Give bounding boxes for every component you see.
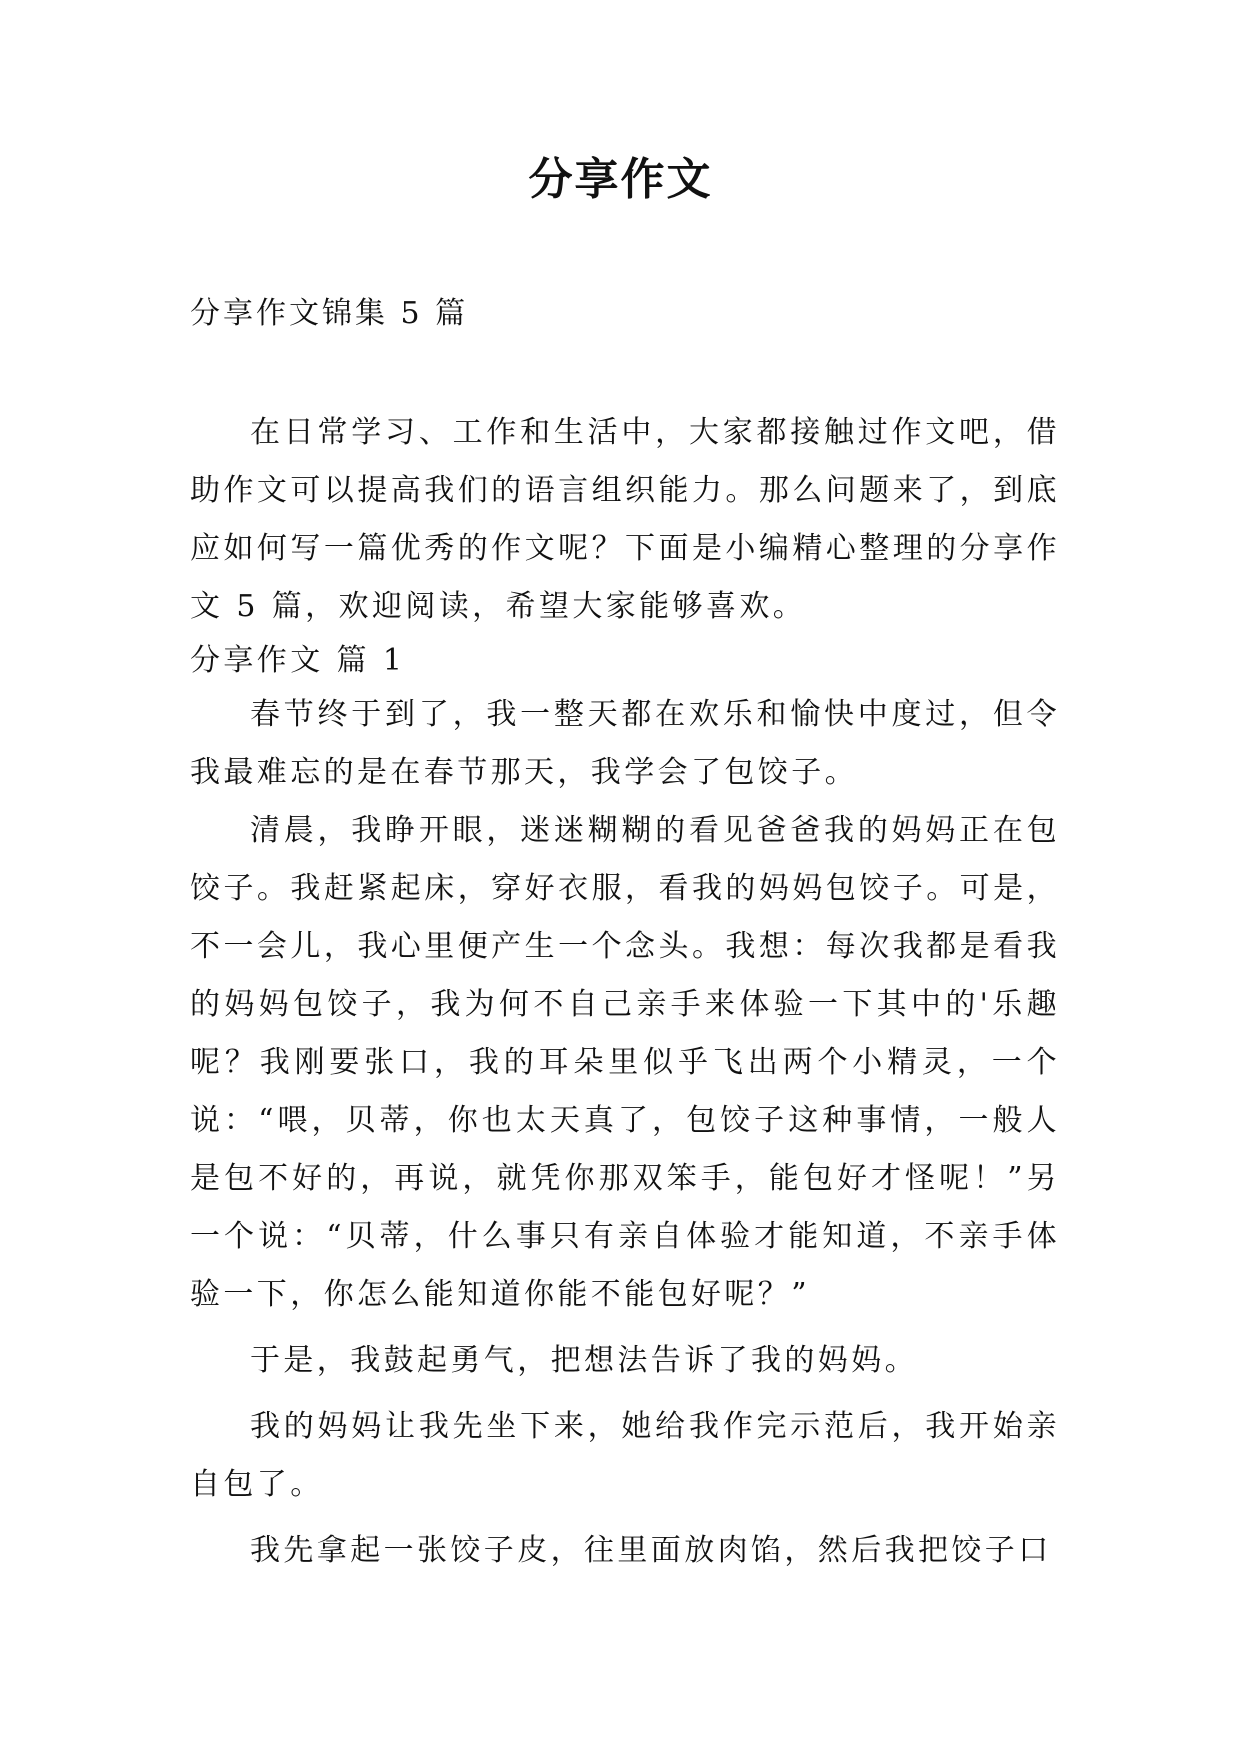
document-title: 分享作文 bbox=[528, 154, 713, 205]
body-paragraph: 清晨，我睁开眼，迷迷糊糊的看见爸爸我的妈妈正在包饺子。我赶紧起床，穿好衣服，看我的妈妈包饺子。可是，不一会儿，我心里便产生一个念头。我想：每次我都是看我的妈妈包饺子，我为何不自己亲手来体验一下其中的'乐趣呢？我刚要张口，我的耳朵里似乎飞出两个小精灵，一个说：“喂，贝蒂，你也太天真了，包饺子这种事情，一般人是包不好的，再说，就凭你那双笨手，能包好才怪呢！”另一个说：“贝蒂，什么事只有亲自体验才能知道，不亲手体验一下，你怎么能知道你能不能包好呢？” bbox=[190, 813, 1060, 1312]
section-heading: 分享作文 篇 1 bbox=[190, 643, 406, 678]
body-paragraph: 春节终于到了，我一整天都在欢乐和愉快中度过，但令我最难忘的是在春节那天，我学会了包饺子。 bbox=[190, 697, 1060, 790]
document-subtitle: 分享作文锦集 5 篇 bbox=[190, 296, 469, 331]
body-paragraph: 我先拿起一张饺子皮，往里面放肉馅，然后我把饺子口 bbox=[250, 1533, 1052, 1568]
body-paragraph: 于是，我鼓起勇气，把想法告诉了我的妈妈。 bbox=[250, 1343, 918, 1378]
body-paragraph: 我的妈妈让我先坐下来，她给我作完示范后，我开始亲自包了。 bbox=[190, 1409, 1060, 1502]
document-body bbox=[190, 404, 1060, 1580]
intro-paragraph: 在日常学习、工作和生活中，大家都接触过作文吧，借助作文可以提高我们的语言组织能力。那么问题来了，到底应如何写一篇优秀的作文呢？下面是小编精心整理的分享作文 5 篇，欢迎阅读，希望大家能够喜欢。 bbox=[190, 415, 1060, 624]
